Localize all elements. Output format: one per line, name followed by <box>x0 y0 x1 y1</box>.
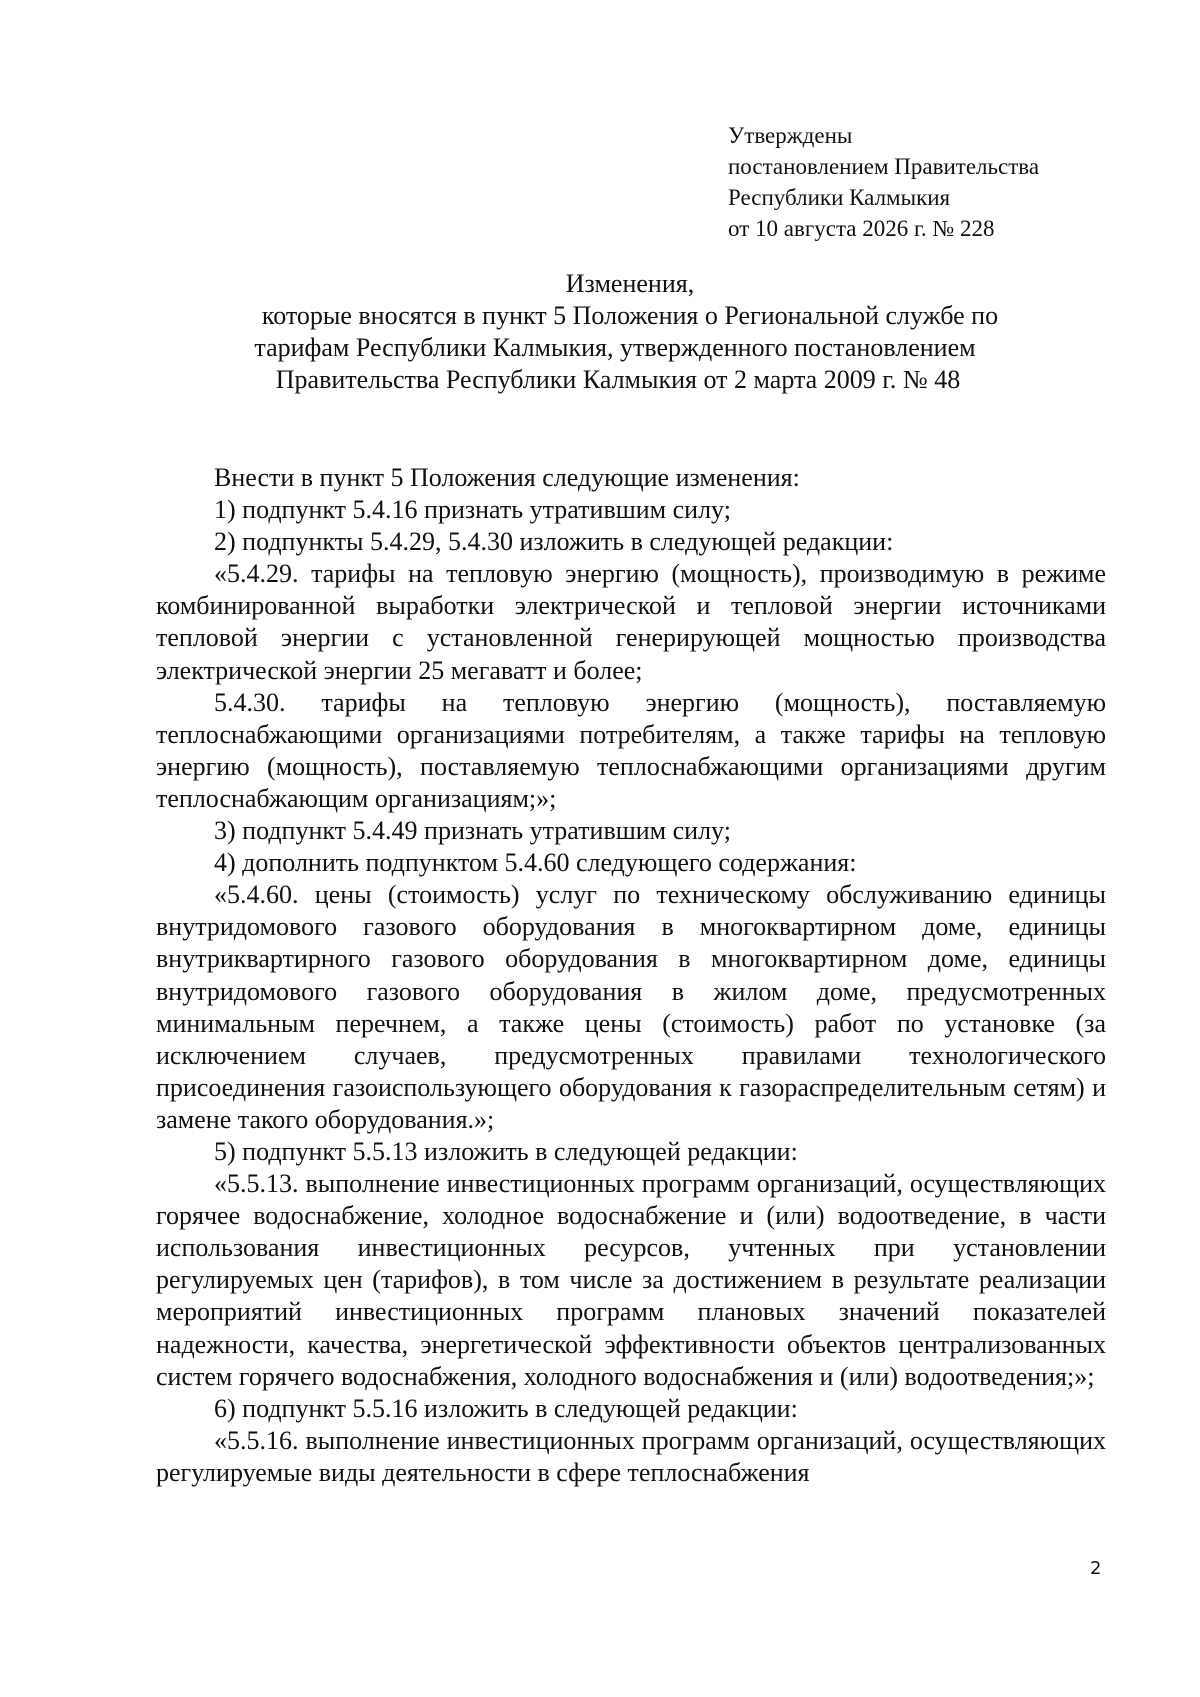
paragraph-item-3: 3) подпункт 5.4.49 признать утратившим силу; <box>214 816 731 846</box>
paragraph-item-2: 2) подпункты 5.4.29, 5.4.30 изложить в следующей редакции: <box>214 527 894 557</box>
approval-line-2: постановлением Правительства <box>728 154 1040 179</box>
document-body <box>156 462 1106 1489</box>
title-heading: Изменения, <box>565 269 695 298</box>
paragraph-quote-5-5-13: «5.5.13. выполнение инвестиционных программ организаций, осуществляющих горячее водоснабжение, холодное водоснабжение и (или) водоотведение, в части использования инвестиционных ресурсов, учтенных при установлении регулируемых цен (тарифов), в том числе за достижением в результате реализации мероприятий инвестиционных программ плановых значений показателей надежности, качества, энергетической эффективности объектов централизованных систем горячего водоснабжения, холодного водоснабжения и (или) водоотведения;»; <box>156 1169 1106 1391</box>
paragraph-quote-5-4-30: 5.4.30. тарифы на тепловую энергию (мощность), поставляемую теплоснабжающими организациями потребителям, а также тарифы на тепловую энергию (мощность), поставляемую теплоснабжающими организациями другим теплоснабжающим организациям;»; <box>156 687 1106 813</box>
approval-line-3: Республики Калмыкия <box>728 185 951 210</box>
paragraph-item-6: 6) подпункт 5.5.16 изложить в следующей редакции: <box>214 1393 798 1423</box>
paragraph-item-5: 5) подпункт 5.5.13 изложить в следующей редакции: <box>214 1136 798 1166</box>
paragraph-item-1: 1) подпункт 5.4.16 признать утратившим силу; <box>214 495 731 525</box>
title-line-2: которые вносятся в пункт 5 Положения о Региональной службе по <box>261 301 999 330</box>
paragraph-quote-5-5-16: «5.5.16. выполнение инвестиционных программ организаций, осуществляющих регулируемые виды деятельности в сфере теплоснабжения <box>156 1425 1106 1487</box>
title-line-3: тарифам Республики Калмыкия, утвержденного постановлением <box>254 333 976 362</box>
paragraph-quote-5-4-29: «5.4.29. тарифы на тепловую энергию (мощность), производимую в режиме комбинированной выработки электрической и тепловой энергии источниками тепловой энергии с установленной генерирующей мощностью производства электрической энергии 25 мегаватт и более; <box>156 559 1106 685</box>
paragraph-intro: Внести в пункт 5 Положения следующие изменения: <box>214 463 800 492</box>
approval-line-1: Утверждены <box>728 123 853 148</box>
paragraph-quote-5-4-60: «5.4.60. цены (стоимость) услуг по техническому обслуживанию единицы внутридомового газового оборудования в многоквартирном доме, единицы внутриквартирного газового оборудования в многоквартирном доме, единицы внутридомового газового оборудования в жилом доме, предусмотренных минимальным перечнем, а также цены (стоимость) работ по установке (за исключением случаев, предусмотренных правилами технологического присоединения газоиспользующего оборудования к газораспределительным сетям) и замене такого оборудования.»; <box>156 880 1106 1134</box>
approval-stamp <box>728 120 1128 244</box>
paragraph-item-4: 4) дополнить подпунктом 5.4.60 следующего содержания: <box>214 848 857 878</box>
document-title <box>0 268 1200 396</box>
approval-line-4: от 10 августа 2026 г. № 228 <box>728 216 995 241</box>
page-number: 2 <box>1090 1558 1102 1579</box>
title-line-4: Правительства Республики Калмыкия от 2 марта 2009 г. № 48 <box>275 365 961 394</box>
